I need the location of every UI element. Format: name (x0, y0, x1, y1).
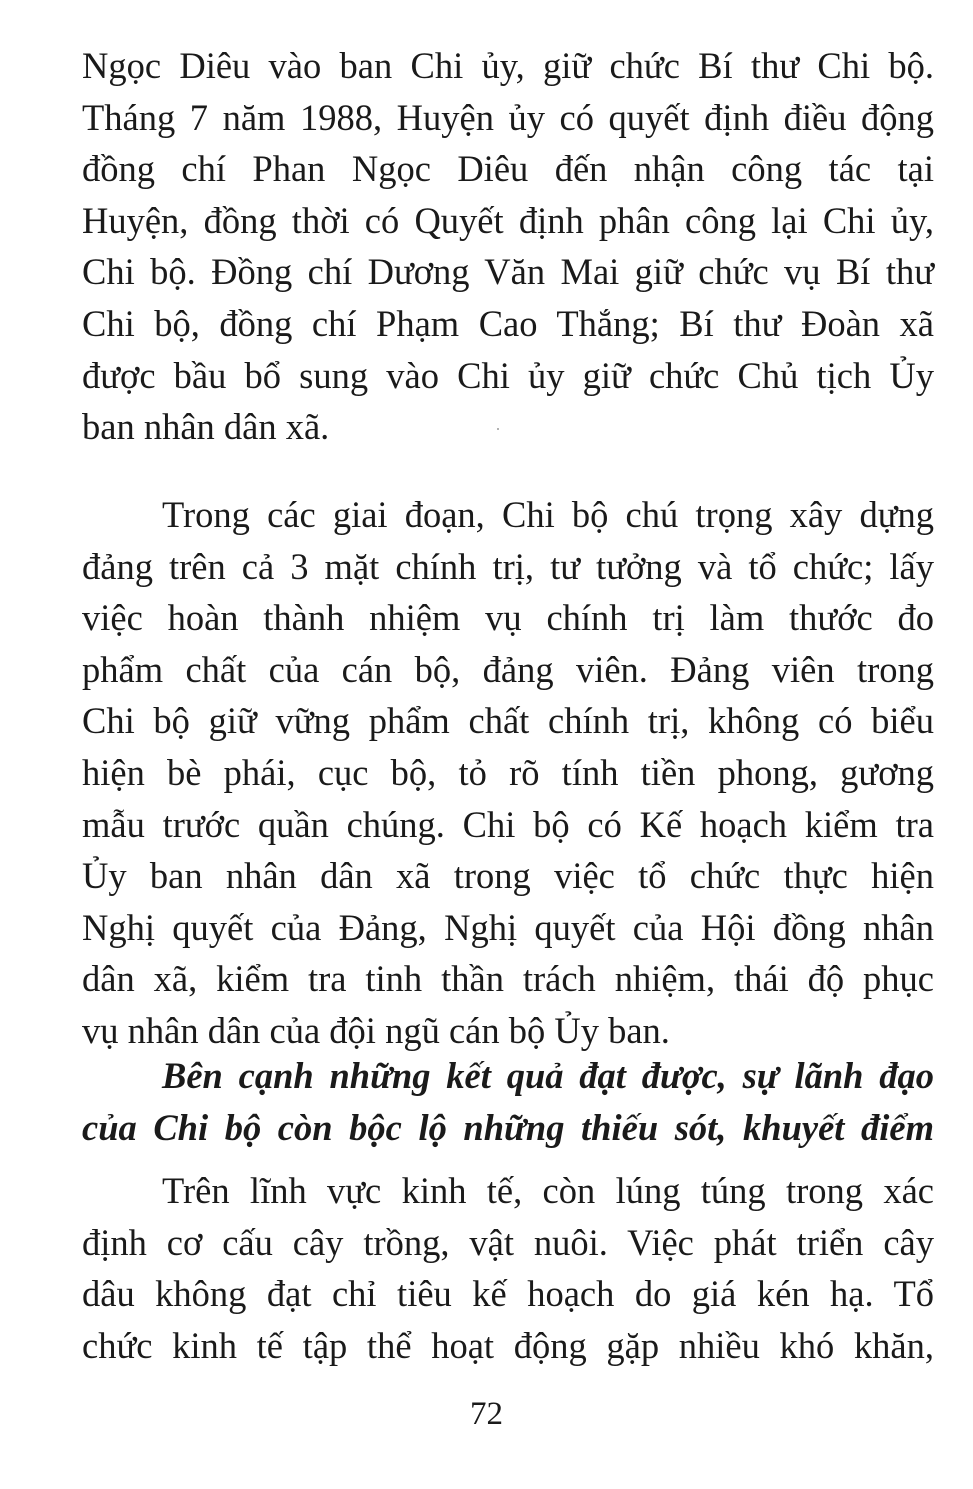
text-line: chức kinh tế tập thể hoạt động gặp nhiều khó khăn, (82, 1324, 934, 1366)
text-line: ban nhân dân xã. (82, 406, 330, 448)
text-line: hiện bè phái, cục bộ, tỏ rõ tính tiền phong, gương (82, 751, 934, 793)
text-line: đảng trên cả 3 mặt chính trị, tư tưởng và tổ chức; lấy (82, 545, 934, 587)
text-line: Trên lĩnh vực kinh tế, còn lúng túng trong xác (162, 1170, 934, 1211)
text-line: Tháng 7 năm 1988, Huyện ủy có quyết định điều động (82, 96, 934, 138)
text-line: đồng chí Phan Ngọc Diêu đến nhận công tác tại (82, 148, 934, 190)
text-line: dâu không đạt chỉ tiêu kế hoạch do giá kén hạ. Tổ (82, 1273, 934, 1315)
text-line: Nghị quyết của Đảng, Nghị quyết của Hội đồng nhân (82, 906, 934, 948)
text-line: Huyện, đồng thời có Quyết định phân công lại Chi ủy, (82, 199, 934, 241)
text-line: Chi bộ. Đồng chí Dương Văn Mai giữ chức vụ Bí thư (82, 251, 934, 293)
text-line: Chi bộ giữ vững phẩm chất chính trị, không có biểu (82, 700, 934, 742)
text-line: được bầu bổ sung vào Chi ủy giữ chức Chủ tịch Ủy (82, 354, 934, 396)
text-line: Trong các giai đoạn, Chi bộ chú trọng xây dựng (162, 494, 934, 535)
text-line: Ủy ban nhân dân xã trong việc tổ chức thực hiện (82, 855, 934, 897)
text-line: việc hoàn thành nhiệm vụ chính trị làm thước đo (82, 597, 934, 639)
scan-speck (497, 428, 499, 430)
text-line: Ngọc Diêu vào ban Chi ủy, giữ chức Bí thư Chi bộ. (82, 45, 934, 86)
text-line: định cơ cấu cây trồng, vật nuôi. Việc phát triển cây (82, 1221, 934, 1263)
heading-line: Bên cạnh những kết quả đạt được, sự lãnh đạo (162, 1055, 934, 1096)
heading-line: của Chi bộ còn bộc lộ những thiếu sót, khuyết điểm (82, 1106, 934, 1148)
paragraph-3 (82, 1165, 934, 1371)
paragraph-2 (82, 489, 934, 1057)
paragraph-1 (82, 40, 934, 453)
section-heading (82, 1050, 934, 1153)
text-line: Chi bộ, đồng chí Phạm Cao Thắng; Bí thư Đoàn xã (82, 302, 934, 344)
text-line: dân xã, kiểm tra tinh thần trách nhiệm, thái độ phục (82, 958, 934, 1000)
text-line: phẩm chất của cán bộ, đảng viên. Đảng viên trong (82, 648, 934, 690)
text-line: vụ nhân dân của đội ngũ cán bộ Ủy ban. (82, 1009, 670, 1051)
page-number: 72 (470, 1396, 503, 1432)
text-line: mẫu trước quần chúng. Chi bộ có Kế hoạch kiểm tra (82, 803, 934, 845)
